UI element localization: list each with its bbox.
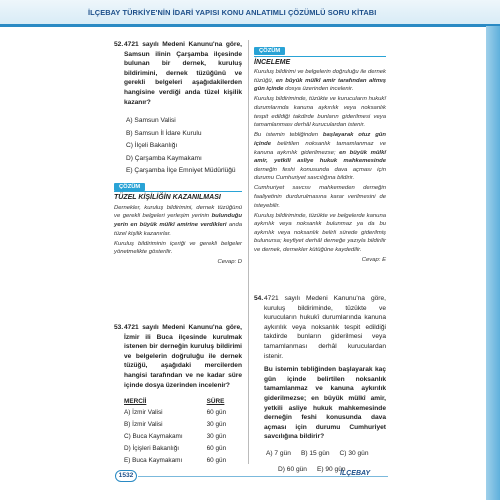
question-number: 54. xyxy=(254,295,264,302)
question-text: 4721 sayılı Medeni Kanunu'na göre, Samsun ilinin Çarşamba ilçesinde bulunan bir dernek, kuruluş bildirimini, dernek tüzüğünü ve gerekli belgeleri aşağıdakilerden hangisine verdiği anda tüzel kişilik kazanır? xyxy=(124,41,242,106)
question-52 xyxy=(114,40,242,178)
left-column xyxy=(114,40,242,465)
table-row[interactable] xyxy=(124,431,250,443)
cell-sure: 60 gün xyxy=(206,409,227,417)
question-54-stem xyxy=(254,365,386,442)
option-b[interactable]: B) Samsun İl İdare Kurulu xyxy=(126,129,202,137)
solution-rule xyxy=(254,56,386,57)
match-table xyxy=(124,396,250,467)
option-a[interactable]: A) Samsun Valisi xyxy=(126,117,176,125)
cell-merci: C) Buca Kaymakamı xyxy=(124,433,183,441)
footer-brand: İLÇEBAY xyxy=(340,470,371,477)
cell-merci: B) İzmir Valisi xyxy=(124,421,163,429)
solution-title: TÜZEL KİŞİLİĞİN KAZANILMASI xyxy=(114,194,221,202)
header-title: İLÇEBAY TÜRKİYE'NİN İDARİ YAPISI KONU ANLATIMLI ÇÖZÜMLÜ SORU KİTABI xyxy=(88,8,377,17)
col-merci: MERCİİ xyxy=(124,397,147,405)
answer-options-row-1 xyxy=(254,448,386,460)
solution-tag: ÇÖZÜM xyxy=(114,183,145,191)
page-number: 1532 xyxy=(115,470,137,482)
table-row[interactable] xyxy=(124,407,250,419)
solution-body xyxy=(114,194,242,267)
spacer xyxy=(254,365,264,442)
solution-paragraph: Kuruluş bildiriminde, tüzükte ve belgelerde kanuna aykırılık veya noksanlık bulunmaz ya da bu aykırılık veya noksanlık belirli sürede giderilmiş bulunursa; keyfiyet derhâl derneğe yazıyla bildirilir ve dernek, dernekler kütüğüne kaydedilir. xyxy=(254,212,386,254)
text-span: Kuruluş bildirimi ve belgelerin doğruluğu ile dernek tüzüğü, xyxy=(254,69,386,84)
solution-paragraph: Cumhuriyet savcısı mahkemeden derneğin faaliyetinin durdurulmasına karar verilmesini de isteyebilir. xyxy=(254,185,386,209)
question-53 xyxy=(114,323,242,467)
answer-key: Cevap: E xyxy=(361,257,386,264)
solution-title: İNCELEME xyxy=(254,58,291,66)
table-row[interactable] xyxy=(124,419,250,431)
solution-paragraph xyxy=(254,68,386,94)
text-span: dosya üzerinden incelenir. xyxy=(283,86,354,93)
option-c[interactable]: C) İlçeli Bakanlığı xyxy=(126,142,178,150)
cell-sure: 30 gün xyxy=(206,421,227,429)
option-b[interactable]: B) 15 gün xyxy=(300,449,330,457)
bold-span: başlayarak otuz gün içinde xyxy=(254,132,386,147)
question-number: 53. xyxy=(114,324,124,331)
option-d[interactable]: D) Çarşamba Kaymakamı xyxy=(126,154,202,162)
cell-sure: 60 gün xyxy=(206,445,227,453)
solution-body xyxy=(254,59,386,265)
question-text: 4721 sayılı Medeni Kanunu'na göre, İzmir ili Buca ilçesinde kurulmak istenen bir derneğin kuruluş bildirimi ve belgelerin doğruluğu ile dernek tüzüğü, aşağıdaki mercilerden hangisi tarafından ve ne kadar süre içinde dosya üzerinden incelenir? xyxy=(124,324,242,389)
question-52-head xyxy=(114,40,242,107)
solution-rule xyxy=(114,191,242,192)
bold-span: en büyük mülkî amir tarafından altmış gün içinde xyxy=(254,77,386,93)
header-rule xyxy=(0,24,500,27)
question-54 xyxy=(254,294,386,476)
cell-sure: 60 gün xyxy=(206,457,227,465)
option-e[interactable]: E) 90 gün xyxy=(316,465,346,473)
question-number: 52. xyxy=(114,41,124,48)
table-row[interactable] xyxy=(124,443,250,455)
col-sure: SÜRE xyxy=(206,397,225,405)
option-c[interactable]: C) 30 gün xyxy=(339,449,369,457)
solution-52 xyxy=(114,182,242,267)
table-header xyxy=(124,396,250,407)
option-d[interactable]: D) 60 gün xyxy=(278,465,307,473)
text-span: anda tüzel kişilik kazanırlar. xyxy=(114,222,242,237)
question-54-head xyxy=(254,294,386,361)
solution-paragraph xyxy=(114,204,242,238)
question-53-head xyxy=(114,323,242,390)
bold-span: en büyük mülkî amir, yetkili asliye hukuk mahkemesinde xyxy=(254,149,386,165)
cell-merci: A) İzmir Valisi xyxy=(124,409,163,417)
option-e[interactable]: E) Çarşamba İlçe Emniyet Müdürlüğü xyxy=(126,167,236,175)
solution-tag: ÇÖZÜM xyxy=(254,47,285,55)
answer-options xyxy=(114,115,242,178)
table-row[interactable] xyxy=(124,455,250,467)
solution-53 xyxy=(254,46,386,265)
solution-paragraph: Kuruluş bildiriminde, tüzükte ve kurucuların hukukî durumlarında kanuna aykırılık veya noksanlık tespit edildiği takdirde bunların giderilmesi veya tamamlanması derhâl kuruculardan istenir. xyxy=(254,96,386,129)
question-text: 4721 sayılı Medeni Kanunu'na göre, kuruluş bildiriminde, tüzükte ve kurucuların hukukî durumlarında kanuna aykırılık veya noksanlık tespit edildiği takdirde bunların giderilmesi veya tamamlanması derhâl kuruculardan istenir. xyxy=(264,295,386,360)
right-column xyxy=(254,46,386,473)
text-span: Bu istemin tebliğinden xyxy=(254,132,323,139)
cell-sure: 30 gün xyxy=(206,433,227,441)
text-span: belirtilen noksanlık tamamlanmaz ve kanuna aykırılık giderilmezse; xyxy=(254,140,386,156)
bold-span: bulunduğu yerin en büyük mülkî amirine verdikleri xyxy=(114,213,242,229)
cell-merci: D) İçişleri Bakanlığı xyxy=(124,445,180,453)
solution-paragraph xyxy=(254,131,386,183)
text-span: Dernekler, kuruluş bildirimini, dernek tüzüğünü ve gerekli belgeleri yerleşim yerinin xyxy=(114,204,242,220)
side-bar xyxy=(486,26,500,500)
cell-merci: E) Buca Kaymakamı xyxy=(124,457,183,465)
header xyxy=(0,0,500,26)
question-stem: Bu istemin tebliğinden başlayarak kaç gün içinde belirtilen noksanlık tamamlanmaz ve kanuna aykırılık giderilmezse; en büyük mülkî amir, yetkili asliye hukuk mahkemesinde derneğin feshi konusunda dava açması için durumu Cumhuriyet savcılığına bildirir? xyxy=(264,366,386,441)
text-span: derneğin feshi konusunda dava açması için durumu Cumhuriyet savcılığına bildirir. xyxy=(254,166,386,182)
solution-paragraph: Kuruluş bildiriminin içeriği ve gerekli belgeler yönetmelikte gösterilir. xyxy=(114,240,242,256)
answer-key: Cevap: D xyxy=(217,259,242,266)
option-a[interactable]: A) 7 gün xyxy=(266,449,291,457)
